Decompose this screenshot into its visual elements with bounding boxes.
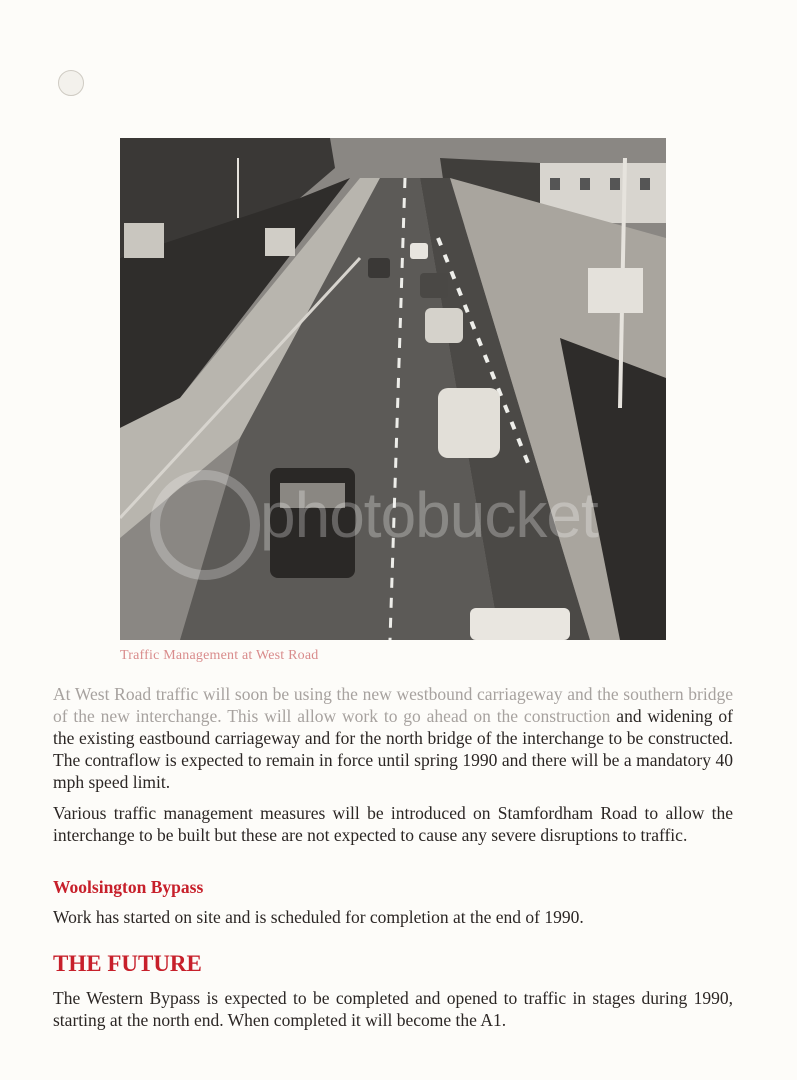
future-text: The Western Bypass is expected to be completed and opened to traffic in stages during 1990, starting at the north end. When completed it will become the A1. (53, 988, 733, 1030)
paragraph-stamfordham-road: Various traffic management measures will be introduced on Stamfordham Road to allow the interchange to be built but these are not expected to cause any severe disruptions to traffic. (53, 803, 733, 845)
paragraph-west-road (53, 683, 733, 793)
paragraph-west-road-main: and widening of the existing eastbound carriageway and for the north bridge of the interchange to be constructed. The contraflow is expected to remain in force until spring 1990 and there will be a mandatory 40 mph speed limit. (53, 706, 733, 792)
road-photo-illustration (120, 138, 666, 640)
woolsington-heading: Woolsington Bypass (53, 877, 204, 897)
punch-hole (58, 70, 84, 96)
paragraph-west-road-faded: At West Road traffic will soon be using the new westbound carriageway and the southern bridge of the new interchange. This will allow work to go ahead on the construction (53, 684, 733, 726)
road-photo (120, 138, 666, 640)
future-heading: THE FUTURE (53, 951, 202, 976)
woolsington-text: Work has started on site and is scheduled for completion at the end of 1990. (53, 907, 584, 927)
photo-caption: Traffic Management at West Road (120, 648, 319, 663)
photobucket-watermark: photobucket (260, 479, 598, 551)
